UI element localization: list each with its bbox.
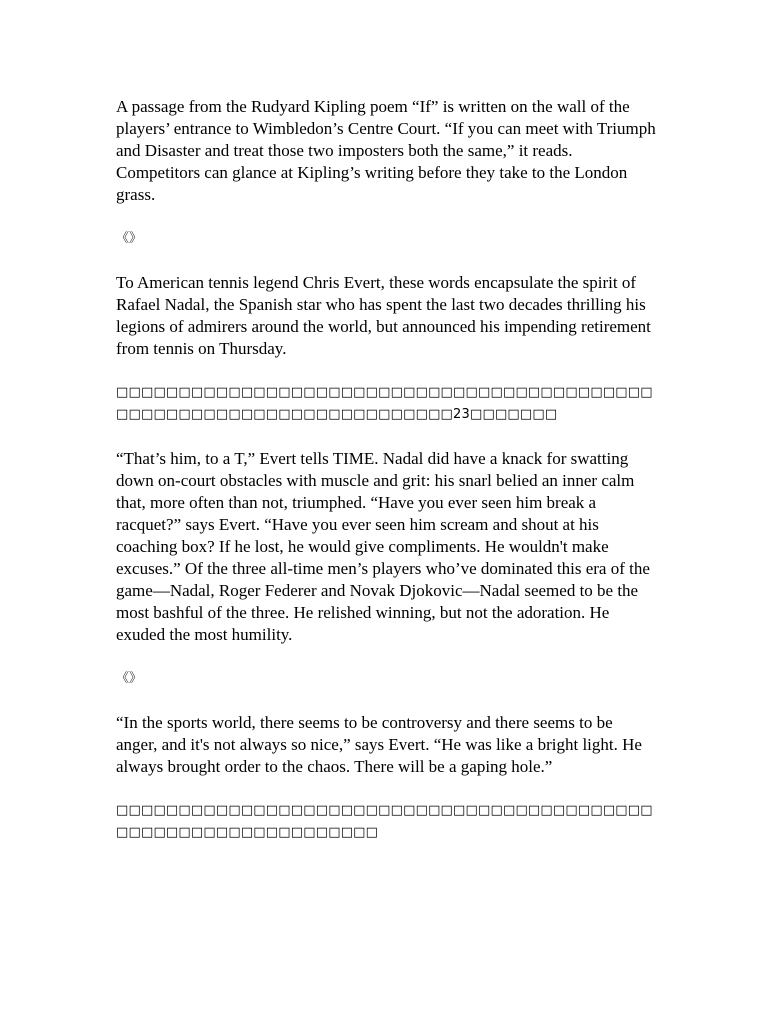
article-body [116, 96, 656, 866]
translation-paragraph: □□□□□□□□□□□□□□□□□□□□□□□□□□□□□□□□□□□□□□□□□□□□□□□□□□□□□□□□□□□□□□□□ [116, 803, 653, 840]
paragraph-evert-intro: To American tennis legend Chris Evert, these words encapsulate the spirit of Rafael Nadal, the Spanish star who has spent the last two decades thrilling his legions of admirers around the world, but announced his impending retirement from tennis on Thursday. [116, 273, 651, 358]
paragraph-kipling-passage: A passage from the Rudyard Kipling poem “If” is written on the wall of the players’ entrance to Wimbledon’s Centre Court. “If you can meet with Triumph and Disaster and treat those two imposters both the same,” it reads. Competitors can glance at Kipling’s writing before they take to the London grass. [116, 97, 656, 204]
translation-paragraph: □□□□□□□□□□□□□□□□□□□□□□□□□□□□□□□□□□□□□□□□□□□□□□□□□□□□□□□□□□□□□□□□□□□□□□23□□□□□□□ [116, 385, 653, 422]
paragraph-evert-quote: “That’s him, to a T,” Evert tells TIME. Nadal did have a knack for swatting down on-court obstacles with muscle and grit: his snarl belied an inner calm that, more often than not, triumphed. “Have you ever seen him break a racquet?” says Evert. “Have you ever seen him scream and shout at his coaching box? If he lost, he would give compliments. He wouldn't make excuses.” Of the three all-time men’s players who’ve dominated this era of the game—Nadal, Roger Federer and Novak Djokovic—Nadal seemed to be the most bashful of the three. He relished winning, but not the adoration. He exuded the most humility. [116, 449, 650, 644]
quote-marker: 《》 [116, 231, 143, 246]
paragraph-bright-light: “In the sports world, there seems to be controversy and there seems to be anger, and it's not always so nice,” says Evert. “He was like a bright light. He always brought order to the chaos. There will be a gaping hole.” [116, 713, 642, 776]
quote-marker: 《》 [116, 671, 143, 686]
